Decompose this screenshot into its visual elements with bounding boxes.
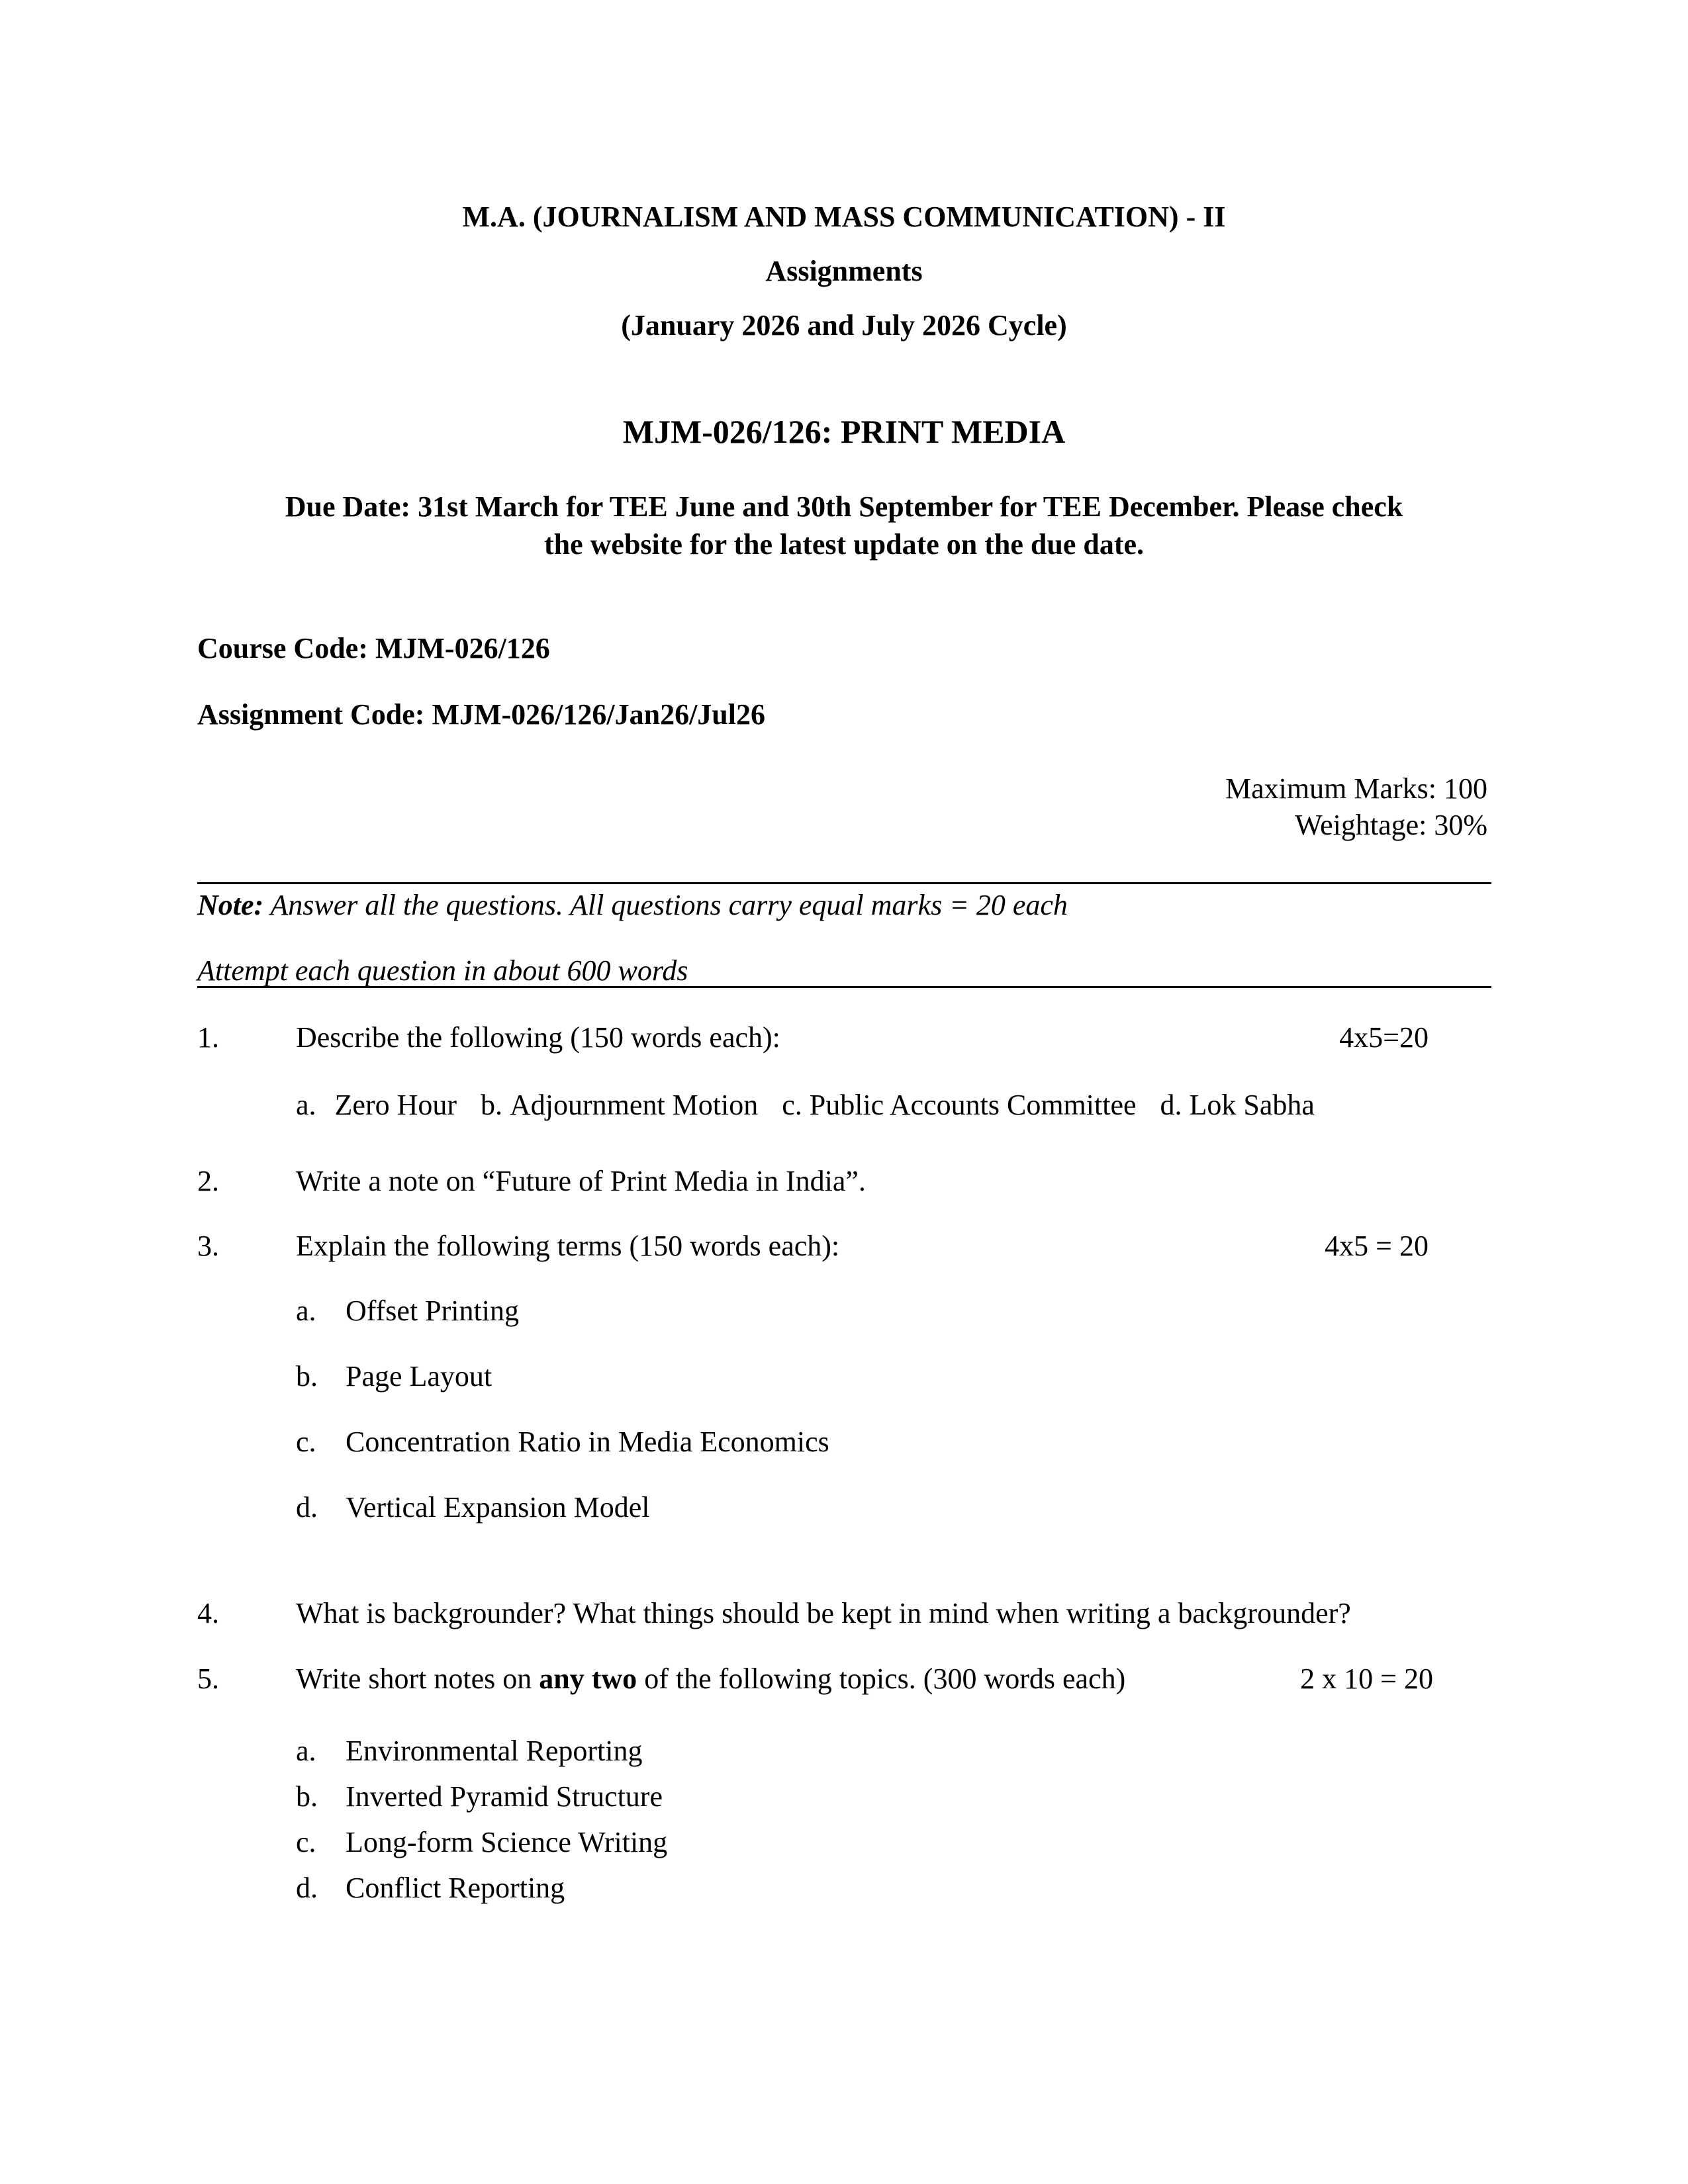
question-number: 1. (197, 1021, 219, 1054)
subitem-text: Long-form Science Writing (346, 1826, 668, 1858)
subitem-letter: d. (296, 1872, 318, 1904)
subitem-letter: d. (296, 1491, 318, 1524)
question-text: Explain the following terms (150 words each): (296, 1230, 840, 1262)
subitem-text: Inverted Pyramid Structure (346, 1780, 663, 1813)
subitem-letter: c. (296, 1426, 316, 1458)
question-emphasis: any two (539, 1662, 637, 1695)
subitem-text: Lok Sabha (1189, 1089, 1315, 1121)
question-text: What is backgrounder? What things should be kept in mind when writing a backgrounder? (296, 1597, 1351, 1629)
list-item (296, 1490, 649, 1524)
question-number: 3. (197, 1230, 219, 1262)
subitem-letter: a. (296, 1735, 316, 1767)
course-title: MJM-026/126: PRINT MEDIA (622, 413, 1066, 450)
question-marks: 2 x 10 = 20 (1300, 1662, 1433, 1695)
note-label: Note: (197, 889, 264, 921)
programme-title: M.A. (JOURNALISM AND MASS COMMUNICATION) - II (462, 201, 1226, 233)
weightage: Weightage: 30% (1295, 809, 1487, 841)
due-date-line-2: the website for the latest update on the due date. (543, 528, 1145, 561)
subitem-letter: a. (296, 1295, 316, 1327)
list-item (296, 1425, 829, 1459)
note-line (197, 888, 1068, 922)
question-text (296, 1662, 1125, 1696)
list-item (296, 1780, 663, 1813)
subitem-letter: b. (296, 1780, 318, 1813)
question-number: 2. (197, 1165, 219, 1197)
subitem-text: Offset Printing (346, 1295, 519, 1327)
question-marks: 4x5=20 (1339, 1021, 1429, 1054)
subitem-text: Vertical Expansion Model (346, 1491, 650, 1524)
question-text: Describe the following (150 words each): (296, 1021, 780, 1054)
question-text-part: of the following topics. (300 words each) (637, 1662, 1126, 1695)
assignment-code: Assignment Code: MJM-026/126/Jan26/Jul26 (197, 698, 765, 731)
cycle-heading: (January 2026 and July 2026 Cycle) (621, 309, 1067, 341)
subitem-text: Environmental Reporting (346, 1735, 643, 1767)
note-text: Answer all the questions. All questions carry equal marks = 20 each (263, 889, 1068, 921)
question-text: Write a note on “Future of Print Media in India”. (296, 1165, 866, 1197)
list-item (296, 1734, 642, 1768)
subitem-text: Adjournment Motion (510, 1089, 759, 1121)
inline-subitems (296, 1088, 1315, 1122)
maximum-marks: Maximum Marks: 100 (1225, 772, 1487, 805)
list-item (296, 1294, 519, 1328)
note-top-rule (197, 882, 1491, 884)
subitem-letter: d. (1160, 1089, 1182, 1121)
assignments-heading: Assignments (765, 255, 923, 287)
subitem-text: Zero Hour (334, 1089, 457, 1121)
due-date-line-1: Due Date: 31st March for TEE June and 30th September for TEE December. Please check (285, 490, 1403, 523)
subitem-text: Conflict Reporting (346, 1872, 565, 1904)
subitem-letter: b. (481, 1089, 503, 1121)
list-item (296, 1359, 492, 1393)
note-bottom-rule (197, 986, 1491, 988)
list-item (296, 1825, 667, 1859)
subitem-letter: c. (296, 1826, 316, 1858)
question-number: 5. (197, 1662, 219, 1695)
subitem-letter: a. (296, 1089, 316, 1121)
attempt-instruction: Attempt each question in about 600 words (197, 954, 688, 987)
question-marks: 4x5 = 20 (1325, 1230, 1429, 1262)
list-item (296, 1871, 565, 1905)
question-number: 4. (197, 1597, 219, 1629)
subitem-text: Public Accounts Committee (809, 1089, 1137, 1121)
subitem-text: Concentration Ratio in Media Economics (346, 1426, 829, 1458)
course-code: Course Code: MJM-026/126 (197, 632, 550, 664)
subitem-letter: c. (782, 1089, 802, 1121)
subitem-text: Page Layout (346, 1360, 492, 1392)
subitem-letter: b. (296, 1360, 318, 1392)
question-text-part: Write short notes on (296, 1662, 539, 1695)
